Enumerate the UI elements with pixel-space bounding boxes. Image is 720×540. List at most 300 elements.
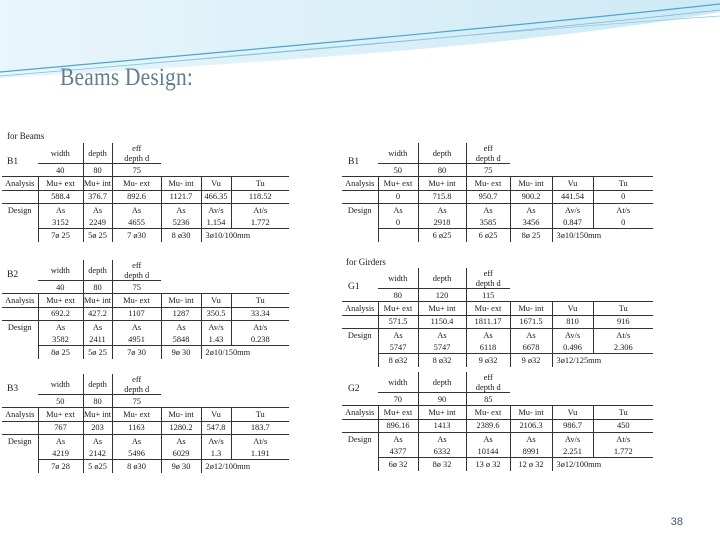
analysis-col-header: Vu xyxy=(201,294,231,307)
blank-cell xyxy=(593,153,653,164)
blank-cell xyxy=(201,270,231,281)
analysis-value: 950.7 xyxy=(466,190,510,203)
design-header-row xyxy=(2,203,342,216)
design-col-header: At/s xyxy=(593,328,653,341)
analysis-col-header: Mu- ext xyxy=(466,302,510,315)
design-values-row xyxy=(2,216,342,229)
blank-cell xyxy=(161,164,201,177)
blank-cell xyxy=(289,164,342,177)
eff-depth-header: eff xyxy=(112,374,161,384)
dims-values-row xyxy=(2,281,342,294)
reinforcement-value: 3ø10/100mm xyxy=(201,229,289,242)
analysis-values-row xyxy=(342,190,697,203)
dims-header-row xyxy=(2,143,342,153)
depth-value: 90 xyxy=(418,393,466,406)
blank-cell xyxy=(510,268,552,278)
analysis-value: 892.6 xyxy=(112,190,161,203)
analysis-value: 203 xyxy=(83,421,112,434)
blank-cell xyxy=(2,153,38,164)
design-value: 6332 xyxy=(418,445,466,458)
analysis-col-header: Tu xyxy=(593,302,653,315)
analysis-col-header: Mu+ int xyxy=(83,294,112,307)
design-value: 10144 xyxy=(466,445,510,458)
design-values-row xyxy=(2,333,342,346)
reinforcement-value: 8ø 32 xyxy=(418,458,466,471)
blank-cell xyxy=(552,143,593,153)
blank-cell xyxy=(342,445,378,458)
design-col-header: As xyxy=(83,320,112,333)
blank-cell xyxy=(342,382,378,393)
design-col-header: At/s xyxy=(593,203,653,216)
analysis-value: 1280.2 xyxy=(161,421,201,434)
blank-cell xyxy=(510,393,552,406)
analysis-col-header: Mu- ext xyxy=(112,177,161,190)
analysis-value: 1150.4 xyxy=(418,315,466,328)
reinforcement-value: 9 ø32 xyxy=(466,354,510,367)
blank-cell xyxy=(653,268,697,278)
blank-cell xyxy=(342,341,378,354)
blank-cell xyxy=(510,289,552,302)
analysis-col-header: Mu+ int xyxy=(83,408,112,421)
blank-cell xyxy=(2,346,38,359)
design-value: 0.238 xyxy=(231,333,289,346)
eff-depth-value: 75 xyxy=(466,164,510,177)
reinforcement-value: 5ø 25 xyxy=(83,346,112,359)
reinforcement-value: 9ø 30 xyxy=(161,346,201,359)
blank-cell xyxy=(289,143,342,153)
depth-header: depth xyxy=(83,260,112,281)
blank-cell xyxy=(2,460,38,473)
reinforcement-value: 2ø12/100mm xyxy=(201,460,289,473)
design-col-header: As xyxy=(38,203,83,216)
design-value: 6118 xyxy=(466,341,510,354)
analysis-values-row xyxy=(2,421,342,434)
design-value: 1.43 xyxy=(201,333,231,346)
design-col-header: As xyxy=(418,432,466,445)
reinforcement-value: 8 ø32 xyxy=(418,354,466,367)
blank-cell xyxy=(231,270,289,281)
reinforcement-value: 7ø 28 xyxy=(38,460,83,473)
design-col-header: As xyxy=(161,434,201,447)
depth-value: 80 xyxy=(83,395,112,408)
blank-cell xyxy=(342,372,378,382)
analysis-col-header: Mu+ int xyxy=(83,177,112,190)
blank-cell xyxy=(2,333,38,346)
analysis-header-row xyxy=(2,177,342,190)
reinforcement-row xyxy=(342,229,697,242)
analysis-value: 1671.5 xyxy=(510,315,552,328)
blank-cell xyxy=(552,153,593,164)
analysis-col-header: Mu- int xyxy=(510,177,552,190)
design-col-header: Av/s xyxy=(552,203,593,216)
analysis-value: 986.7 xyxy=(552,419,593,432)
blank-cell xyxy=(289,384,342,395)
analysis-value: 350.5 xyxy=(201,307,231,320)
analysis-value: 183.7 xyxy=(231,421,289,434)
analysis-header-row xyxy=(342,302,697,315)
design-value: 4655 xyxy=(112,216,161,229)
design-values-row xyxy=(342,445,697,458)
reinforcement-value: 9 ø32 xyxy=(510,354,552,367)
reinforcement-value: 7ø 25 xyxy=(38,229,83,242)
design-col-header: As xyxy=(161,320,201,333)
reinforcement-value: 7ø 30 xyxy=(112,346,161,359)
blank-cell xyxy=(161,374,201,384)
analysis-col-header: Mu+ int xyxy=(418,177,466,190)
blank-cell xyxy=(2,190,38,203)
blank-cell xyxy=(201,153,231,164)
blank-cell xyxy=(2,395,38,408)
analysis-header-row xyxy=(342,406,697,419)
reinforcement-value: 12 ø 32 xyxy=(510,458,552,471)
analysis-values-row xyxy=(342,315,697,328)
analysis-value: 2389.6 xyxy=(466,419,510,432)
design-col-header: As xyxy=(83,434,112,447)
analysis-value: 1107 xyxy=(112,307,161,320)
blank-cell xyxy=(510,372,552,382)
reinforcement-value: 8 ø30 xyxy=(112,460,161,473)
design-col-header: As xyxy=(418,203,466,216)
eff-depth-header-2: depth d xyxy=(112,153,161,164)
blank-cell xyxy=(289,281,342,294)
reinforcement-value: 8ø 25 xyxy=(510,229,552,242)
blank-cell xyxy=(2,270,38,281)
analysis-label: Analysis xyxy=(2,177,38,190)
eff-depth-header-2: depth d xyxy=(466,153,510,164)
blank-cell xyxy=(201,395,231,408)
depth-header: depth xyxy=(418,372,466,393)
design-table-g2 xyxy=(342,372,698,471)
width-header: width xyxy=(388,273,408,283)
analysis-values-row xyxy=(342,419,697,432)
width-header: width xyxy=(50,265,70,275)
analysis-value: 1121.7 xyxy=(161,190,201,203)
blank-cell xyxy=(653,372,697,382)
analysis-value: 896.16 xyxy=(378,419,418,432)
design-label: Design xyxy=(342,328,378,341)
blank-cell xyxy=(342,229,378,242)
blank-cell xyxy=(552,278,593,289)
design-col-header: As xyxy=(510,328,552,341)
analysis-col-header: Mu- int xyxy=(161,177,201,190)
blank-cell xyxy=(289,374,342,384)
analysis-col-header: Mu- ext xyxy=(466,406,510,419)
design-table-b2 xyxy=(2,260,343,359)
design-label: Design xyxy=(342,432,378,445)
beam-label-g1: G1 xyxy=(348,282,360,292)
dims-header-row xyxy=(2,260,342,270)
design-value: 1.154 xyxy=(201,216,231,229)
design-col-header: As xyxy=(378,432,418,445)
analysis-col-header: Vu xyxy=(552,302,593,315)
reinforcement-row xyxy=(342,354,697,367)
reinforcement-value: 13 ø 32 xyxy=(466,458,510,471)
design-values-row xyxy=(342,216,697,229)
design-label: Design xyxy=(2,434,38,447)
design-col-header: As xyxy=(38,320,83,333)
blank-cell xyxy=(342,393,378,406)
eff-depth-value: 75 xyxy=(112,395,161,408)
analysis-col-header: Mu- int xyxy=(510,406,552,419)
blank-cell xyxy=(289,260,342,270)
analysis-value: 588.4 xyxy=(38,190,83,203)
analysis-col-header: Mu+ ext xyxy=(378,302,418,315)
blank-cell xyxy=(342,143,378,153)
design-col-header: As xyxy=(378,203,418,216)
depth-header: depth xyxy=(83,374,112,395)
blank-cell xyxy=(231,374,289,384)
reinforcement-value: 8 ø32 xyxy=(378,354,418,367)
design-value: 1.191 xyxy=(231,447,289,460)
design-value: 2.306 xyxy=(593,341,653,354)
design-values-row xyxy=(2,447,342,460)
blank-cell xyxy=(231,260,289,270)
design-value: 5848 xyxy=(161,333,201,346)
blank-cell xyxy=(201,260,231,270)
design-table-g1 xyxy=(342,268,698,367)
analysis-header-row xyxy=(2,408,342,421)
reinforcement-value: 2ø10/150mm xyxy=(201,346,289,359)
analysis-col-header: Mu+ int xyxy=(418,406,466,419)
analysis-col-header: Mu- ext xyxy=(112,408,161,421)
blank-cell xyxy=(2,216,38,229)
width-header: width xyxy=(50,379,70,389)
analysis-value: 767 xyxy=(38,421,83,434)
blank-cell xyxy=(2,143,38,153)
analysis-value: 33.34 xyxy=(231,307,289,320)
design-value: 1.772 xyxy=(231,216,289,229)
design-col-header: As xyxy=(510,203,552,216)
design-value: 2411 xyxy=(83,333,112,346)
design-col-header: As xyxy=(378,328,418,341)
design-value: 2142 xyxy=(83,447,112,460)
design-value: 5236 xyxy=(161,216,201,229)
blank-cell xyxy=(552,164,593,177)
depth-value: 80 xyxy=(83,281,112,294)
dims-header-row xyxy=(342,268,697,278)
depth-value: 80 xyxy=(418,164,466,177)
analysis-value: 0 xyxy=(593,190,653,203)
section-beams-heading: for Beams xyxy=(7,131,45,141)
design-label: Design xyxy=(342,203,378,216)
design-value: 4951 xyxy=(112,333,161,346)
blank-cell xyxy=(342,268,378,278)
design-value: 3585 xyxy=(466,216,510,229)
analysis-col-header: Mu+ ext xyxy=(38,408,83,421)
blank-cell xyxy=(593,372,653,382)
blank-cell xyxy=(593,393,653,406)
eff-depth-header: eff xyxy=(466,268,510,278)
depth-header: depth xyxy=(418,268,466,289)
blank-cell xyxy=(342,216,378,229)
blank-cell xyxy=(201,164,231,177)
design-header-row xyxy=(342,432,697,445)
page-number: 38 xyxy=(670,516,683,528)
reinforcement-value: 6 ø25 xyxy=(466,229,510,242)
reinforcement-value: 6ø 32 xyxy=(378,458,418,471)
design-value: 6678 xyxy=(510,341,552,354)
blank-cell xyxy=(510,382,552,393)
blank-cell xyxy=(653,393,697,406)
analysis-value: 715.8 xyxy=(418,190,466,203)
dims-values-row xyxy=(342,164,697,177)
design-table-b1 xyxy=(2,143,343,242)
blank-cell xyxy=(161,260,201,270)
design-col-header: At/s xyxy=(593,432,653,445)
reinforcement-value: 6 ø25 xyxy=(418,229,466,242)
blank-cell xyxy=(201,374,231,384)
width-header: width xyxy=(388,377,408,387)
dims-values-row xyxy=(342,289,697,302)
analysis-col-header: Vu xyxy=(552,406,593,419)
design-value: 5747 xyxy=(378,341,418,354)
blank-cell xyxy=(161,143,201,153)
design-value: 2918 xyxy=(418,216,466,229)
blank-cell xyxy=(2,374,38,384)
design-col-header: As xyxy=(83,203,112,216)
analysis-col-header: Tu xyxy=(231,177,289,190)
analysis-value: 547.8 xyxy=(201,421,231,434)
design-value: 0 xyxy=(378,216,418,229)
blank-cell xyxy=(342,164,378,177)
blank-cell xyxy=(201,281,231,294)
analysis-col-header: Mu+ int xyxy=(418,302,466,315)
design-col-header: As xyxy=(38,434,83,447)
depth-value: 120 xyxy=(418,289,466,302)
blank-cell xyxy=(161,281,201,294)
analysis-label: Analysis xyxy=(342,177,378,190)
design-value: 1.3 xyxy=(201,447,231,460)
blank-cell xyxy=(593,278,653,289)
analysis-col-header: Vu xyxy=(201,177,231,190)
design-label: Design xyxy=(2,320,38,333)
blank-cell xyxy=(510,278,552,289)
design-col-header: At/s xyxy=(231,203,289,216)
blank-cell xyxy=(593,382,653,393)
reinforcement-value: 8 ø30 xyxy=(161,229,201,242)
design-value: 0.496 xyxy=(552,341,593,354)
section-girders-heading: for Girders xyxy=(346,257,386,267)
design-header-row xyxy=(2,320,342,333)
analysis-label: Analysis xyxy=(2,294,38,307)
design-col-header: As xyxy=(161,203,201,216)
blank-cell xyxy=(342,190,378,203)
blank-cell xyxy=(552,393,593,406)
design-col-header: As xyxy=(510,432,552,445)
design-table-b1b xyxy=(342,143,698,242)
analysis-value: 1811.17 xyxy=(466,315,510,328)
beam-label-b1: B1 xyxy=(7,157,19,167)
design-col-header: As xyxy=(418,328,466,341)
beam-label-b2: B2 xyxy=(7,270,19,280)
eff-depth-header: eff xyxy=(466,372,510,382)
beam-label-b1b: B1 xyxy=(348,157,360,167)
analysis-header-row xyxy=(2,294,342,307)
blank-cell xyxy=(552,268,593,278)
reinforcement-value xyxy=(378,229,418,242)
design-header-row xyxy=(2,434,342,447)
dims-values-row xyxy=(342,393,697,406)
eff-depth-header-2: depth d xyxy=(466,278,510,289)
analysis-col-header: Mu+ ext xyxy=(378,406,418,419)
analysis-label: Analysis xyxy=(2,408,38,421)
dims-values-row xyxy=(2,164,342,177)
width-value: 50 xyxy=(38,395,83,408)
analysis-col-header: Mu+ ext xyxy=(38,177,83,190)
blank-cell xyxy=(510,143,552,153)
design-value: 5747 xyxy=(418,341,466,354)
blank-cell xyxy=(2,421,38,434)
blank-cell xyxy=(161,153,201,164)
depth-header: depth xyxy=(418,143,466,164)
reinforcement-value: 9ø 30 xyxy=(161,460,201,473)
blank-cell xyxy=(552,289,593,302)
analysis-col-header: Tu xyxy=(231,294,289,307)
analysis-value: 692.2 xyxy=(38,307,83,320)
blank-cell xyxy=(510,164,552,177)
reinforcement-row xyxy=(2,346,342,359)
analysis-value: 916 xyxy=(593,315,653,328)
beam-label-b3: B3 xyxy=(7,384,19,394)
blank-cell xyxy=(653,278,697,289)
reinforcement-row xyxy=(2,460,342,473)
design-value: 3152 xyxy=(38,216,83,229)
analysis-value: 441.54 xyxy=(552,190,593,203)
analysis-label: Analysis xyxy=(342,302,378,315)
blank-cell xyxy=(653,164,697,177)
design-value: 1.772 xyxy=(593,445,653,458)
dims-values-row xyxy=(2,395,342,408)
analysis-value: 900.2 xyxy=(510,190,552,203)
reinforcement-value: 3ø12/100mm xyxy=(552,458,653,471)
design-value: 3582 xyxy=(38,333,83,346)
blank-cell xyxy=(161,395,201,408)
depth-header: depth xyxy=(83,143,112,164)
design-col-header: As xyxy=(112,434,161,447)
design-col-header: Av/s xyxy=(201,320,231,333)
blank-cell xyxy=(510,153,552,164)
analysis-value: 1163 xyxy=(112,421,161,434)
blank-cell xyxy=(653,382,697,393)
design-value: 8991 xyxy=(510,445,552,458)
design-col-header: As xyxy=(466,432,510,445)
width-value: 40 xyxy=(38,164,83,177)
analysis-col-header: Mu- int xyxy=(510,302,552,315)
design-col-header: At/s xyxy=(231,320,289,333)
blank-cell xyxy=(161,384,201,395)
analysis-value: 810 xyxy=(552,315,593,328)
analysis-col-header: Mu+ ext xyxy=(38,294,83,307)
analysis-label: Analysis xyxy=(342,406,378,419)
design-col-header: As xyxy=(466,328,510,341)
eff-depth-value: 85 xyxy=(466,393,510,406)
design-label: Design xyxy=(2,203,38,216)
width-value: 70 xyxy=(378,393,418,406)
blank-cell xyxy=(231,384,289,395)
blank-cell xyxy=(593,268,653,278)
blank-cell xyxy=(342,153,378,164)
blank-cell xyxy=(552,382,593,393)
design-value: 4219 xyxy=(38,447,83,460)
eff-depth-header: eff xyxy=(112,260,161,270)
reinforcement-row xyxy=(342,458,697,471)
blank-cell xyxy=(342,458,378,471)
analysis-col-header: Tu xyxy=(593,177,653,190)
blank-cell xyxy=(593,164,653,177)
beam-label-g2: G2 xyxy=(348,384,360,394)
design-col-header: Av/s xyxy=(552,328,593,341)
analysis-col-header: Tu xyxy=(231,408,289,421)
